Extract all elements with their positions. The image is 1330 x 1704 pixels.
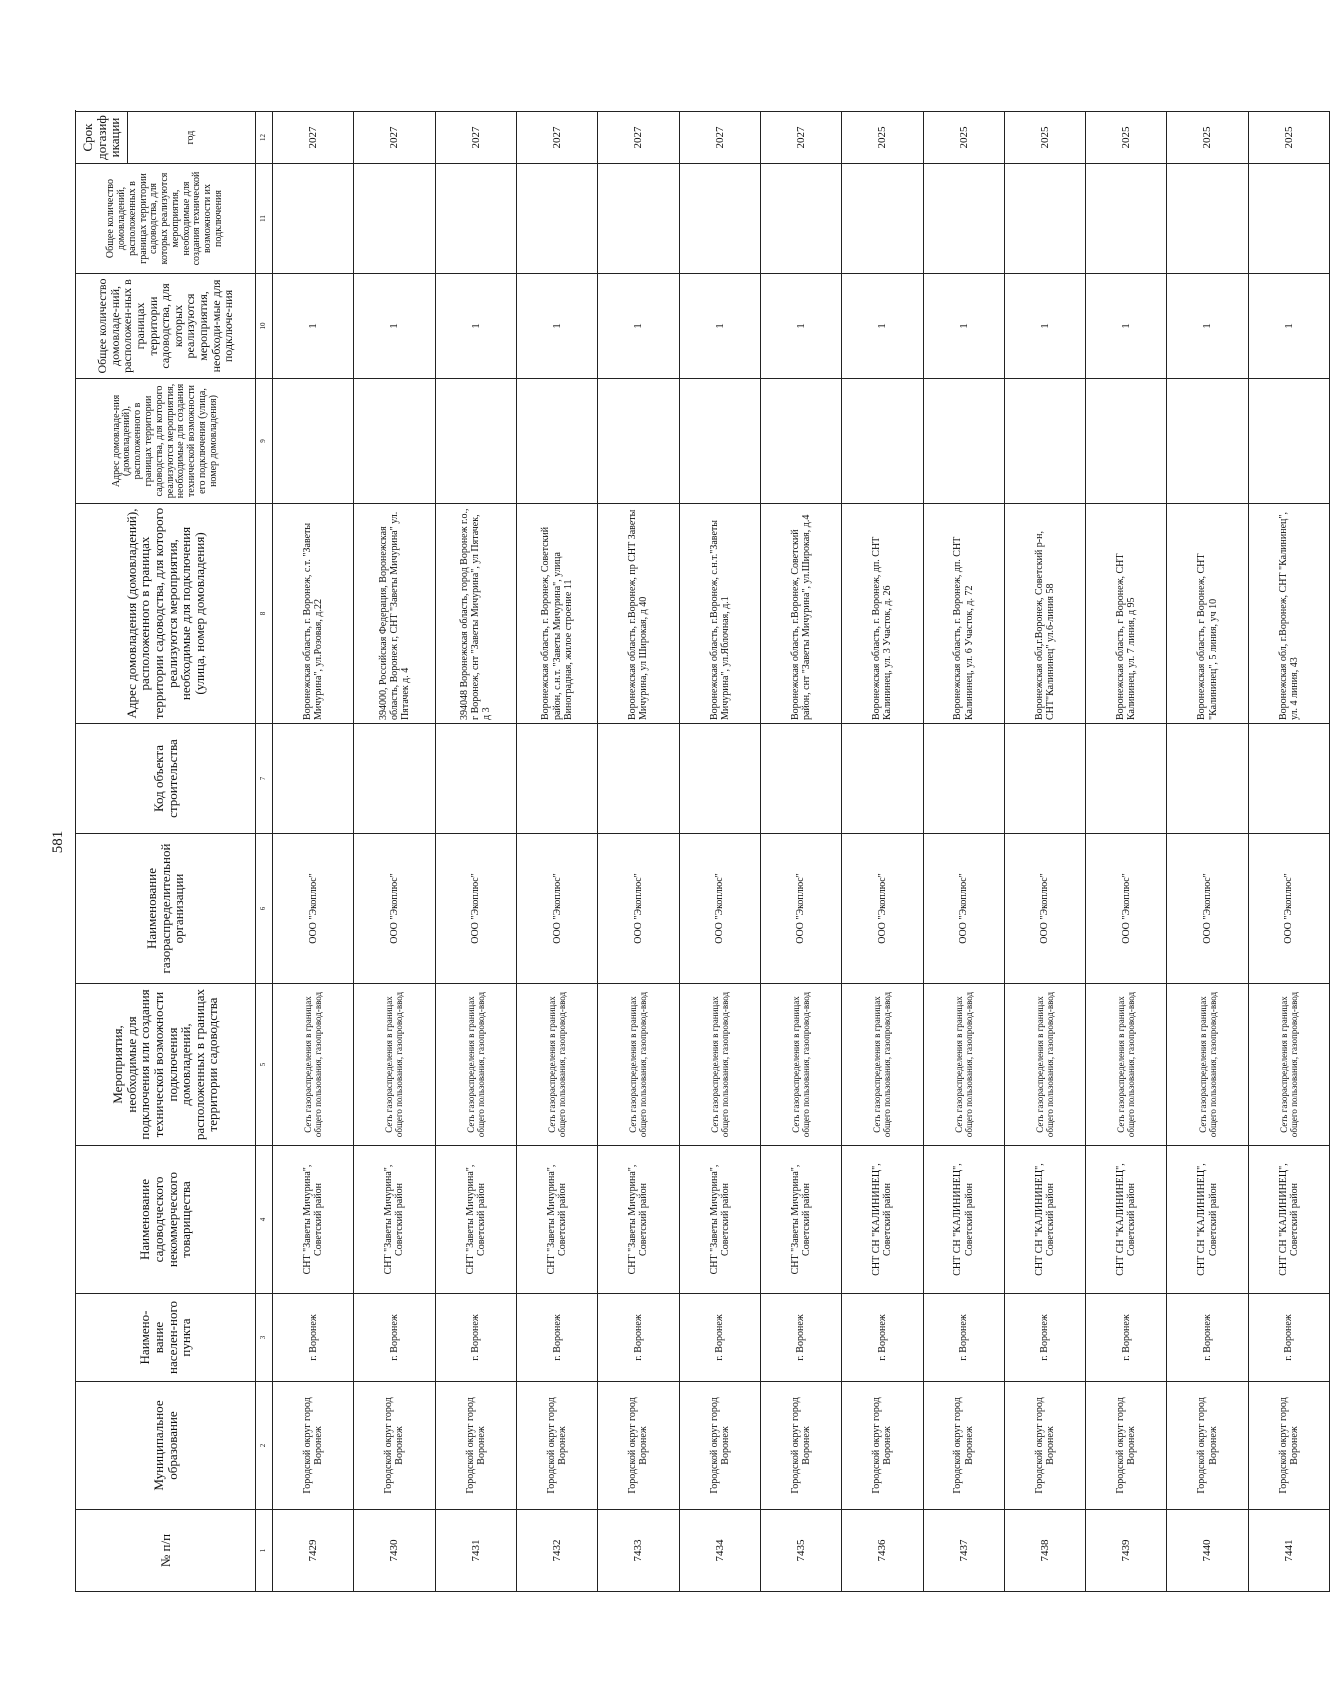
cell-year: 2025 [1248, 112, 1329, 164]
cell-measures: Сеть газораспределения в границах общего пользования, газопровод-ввод [679, 984, 760, 1146]
page-number: 581 [50, 830, 66, 854]
table-row [354, 112, 435, 1592]
cell-municipality: Городской округ город Воронеж [435, 1382, 516, 1510]
cell-address: Воронежская область, г Воронеж, СНТ Калининец, ул. 7 линия, д 95 [1086, 504, 1167, 724]
cell-object-code [598, 724, 679, 834]
cell-count-connection: 1 [760, 274, 841, 379]
cell-municipality: Городской округ город Воронеж [598, 1382, 679, 1510]
cell-object-code [435, 724, 516, 834]
column-number: 6 [256, 834, 273, 984]
cell-municipality: Городской округ город Воронеж [923, 1382, 1004, 1510]
cell-year: 2027 [679, 112, 760, 164]
cell-address-technical [273, 379, 354, 504]
cell-object-code [679, 724, 760, 834]
cell-snt: СНТ СН "КАЛИНИНЕЦ", Советский район [1167, 1146, 1248, 1294]
cell-address-technical [760, 379, 841, 504]
cell-address-technical [842, 379, 923, 504]
cell-count-technical [1004, 164, 1085, 274]
cell-year: 2027 [598, 112, 679, 164]
cell-gas-org: ООО "Экоплюс" [679, 834, 760, 984]
column-number: 5 [256, 984, 273, 1146]
cell-gas-org: ООО "Экоплюс" [1004, 834, 1085, 984]
cell-object-code [516, 724, 597, 834]
cell-count-technical [516, 164, 597, 274]
rotated-table-container [75, 112, 1315, 1592]
cell-count-technical [1248, 164, 1329, 274]
cell-snt: СНТ СН "КАЛИНИНЕЦ", Советский район [1086, 1146, 1167, 1294]
cell-address: Воронежская область, г.Воронеж, Советский район, снт "Заветы Мичурина", ул.Широкая, д.4 [760, 504, 841, 724]
cell-municipality: Городской округ город Воронеж [842, 1382, 923, 1510]
cell-settlement: г. Воронеж [923, 1294, 1004, 1382]
header-address-technical: Адрес домовладе-ния (домовладений), расположенного в границах территории садоводства, для которого реализуются мероприятия, необходимые для создания технической возможности его подключения (улица, номер домовладения) [76, 379, 256, 504]
cell-gas-org: ООО "Экоплюс" [273, 834, 354, 984]
cell-year: 2025 [1004, 112, 1085, 164]
cell-settlement: г. Воронеж [1167, 1294, 1248, 1382]
header-measures: Мероприятия, необходимые для подключения или создания технической возможности подключения домовладений, расположенных в границах территории садоводства [76, 984, 256, 1146]
gasification-table [75, 111, 1330, 1592]
cell-snt: СНТ СН "КАЛИНИНЕЦ", Советский район [1248, 1146, 1329, 1294]
cell-year: 2027 [760, 112, 841, 164]
cell-year: 2027 [435, 112, 516, 164]
column-number: 3 [256, 1294, 273, 1382]
cell-count-connection: 1 [923, 274, 1004, 379]
cell-settlement: г. Воронеж [273, 1294, 354, 1382]
column-number: 7 [256, 724, 273, 834]
cell-settlement: г. Воронеж [1248, 1294, 1329, 1382]
cell-object-code [273, 724, 354, 834]
column-number: 11 [256, 164, 273, 274]
cell-year: 2027 [516, 112, 597, 164]
cell-municipality: Городской округ город Воронеж [273, 1382, 354, 1510]
header-year: год [128, 112, 256, 164]
cell-object-code [1004, 724, 1085, 834]
cell-count-technical [435, 164, 516, 274]
table-row [516, 112, 597, 1592]
cell-address: Воронежская обл, г.Воронеж, СНТ "Калининец", ул. 4 линия, 43 [1248, 504, 1329, 724]
cell-address: Воронежская область, г.Воронеж, пр СНТ Заветы Мичурина, ул Широкая, д 40 [598, 504, 679, 724]
cell-count-connection: 1 [1004, 274, 1085, 379]
cell-count-technical [598, 164, 679, 274]
cell-address-technical [354, 379, 435, 504]
cell-count-connection: 1 [1248, 274, 1329, 379]
cell-measures: Сеть газораспределения в границах общего пользования, газопровод-ввод [354, 984, 435, 1146]
header-count-connection: Общее количество домовладе-ний, расположен-ных в границах территории садоводства, для которых реализуются мероприятия, необходи-мые для подключе-ния [76, 274, 256, 379]
cell-settlement: г. Воронеж [516, 1294, 597, 1382]
header-address-connection: Адрес домовладения (домовладений), расположенного в границах территории садоводства, для которого реализуются мероприятия, необходимые для подключения (улица, номер домовладения) [76, 504, 256, 724]
cell-measures: Сеть газораспределения в границах общего пользования, газопровод-ввод [1248, 984, 1329, 1146]
cell-gas-org: ООО "Экоплюс" [1248, 834, 1329, 984]
cell-count-connection: 1 [354, 274, 435, 379]
cell-num: 7431 [435, 1510, 516, 1592]
cell-count-connection: 1 [273, 274, 354, 379]
cell-settlement: г. Воронеж [354, 1294, 435, 1382]
cell-settlement: г. Воронеж [598, 1294, 679, 1382]
table-row [598, 112, 679, 1592]
cell-gas-org: ООО "Экоплюс" [516, 834, 597, 984]
cell-address: Воронежская область, г Воронеж, СНТ "Калининец", 5 линия, уч 10 [1167, 504, 1248, 724]
cell-count-technical [923, 164, 1004, 274]
cell-measures: Сеть газораспределения в границах общего пользования, газопровод-ввод [1004, 984, 1085, 1146]
cell-num: 7438 [1004, 1510, 1085, 1592]
cell-count-technical [273, 164, 354, 274]
cell-object-code [354, 724, 435, 834]
cell-measures: Сеть газораспределения в границах общего пользования, газопровод-ввод [760, 984, 841, 1146]
cell-count-connection: 1 [1086, 274, 1167, 379]
cell-snt: СНТ "Заветы Мичурина", Советский район [273, 1146, 354, 1294]
cell-num: 7433 [598, 1510, 679, 1592]
cell-municipality: Городской округ город Воронеж [760, 1382, 841, 1510]
cell-count-connection: 1 [679, 274, 760, 379]
cell-count-connection: 1 [1167, 274, 1248, 379]
table-row [1086, 112, 1167, 1592]
cell-measures: Сеть газораспределения в границах общего пользования, газопровод-ввод [842, 984, 923, 1146]
cell-object-code [1167, 724, 1248, 834]
cell-address-technical [516, 379, 597, 504]
cell-municipality: Городской округ город Воронеж [679, 1382, 760, 1510]
header-snt: Наименование садоводческого некоммерческого товарищества [76, 1146, 256, 1294]
cell-num: 7434 [679, 1510, 760, 1592]
cell-address: Воронежская область, г. Воронеж, с.т. "Заветы Мичурина", ул.Розовая, д.22 [273, 504, 354, 724]
cell-count-connection: 1 [435, 274, 516, 379]
header-deadline-group: Срок догазификации [76, 112, 128, 164]
cell-measures: Сеть газораспределения в границах общего пользования, газопровод-ввод [923, 984, 1004, 1146]
column-number: 8 [256, 504, 273, 724]
cell-snt: СНТ СН "КАЛИНИНЕЦ", Советский район [842, 1146, 923, 1294]
header-num: № п/п [76, 1510, 256, 1592]
cell-municipality: Городской округ город Воронеж [1004, 1382, 1085, 1510]
column-number: 4 [256, 1146, 273, 1294]
cell-gas-org: ООО "Экоплюс" [923, 834, 1004, 984]
column-number: 2 [256, 1382, 273, 1510]
cell-municipality: Городской округ город Воронеж [354, 1382, 435, 1510]
cell-snt: СНТ "Заветы Мичурина", Советский район [354, 1146, 435, 1294]
cell-settlement: г. Воронеж [842, 1294, 923, 1382]
cell-count-connection: 1 [516, 274, 597, 379]
cell-count-connection: 1 [842, 274, 923, 379]
cell-measures: Сеть газораспределения в границах общего пользования, газопровод-ввод [273, 984, 354, 1146]
cell-snt: СНТ "Заветы Мичурина", Советский район [679, 1146, 760, 1294]
cell-gas-org: ООО "Экоплюс" [435, 834, 516, 984]
cell-settlement: г. Воронеж [1086, 1294, 1167, 1382]
cell-object-code [760, 724, 841, 834]
cell-address-technical [1167, 379, 1248, 504]
cell-year: 2025 [923, 112, 1004, 164]
cell-address-technical [1086, 379, 1167, 504]
cell-address-technical [1248, 379, 1329, 504]
table-row [1248, 112, 1329, 1592]
table-row [435, 112, 516, 1592]
cell-settlement: г. Воронеж [1004, 1294, 1085, 1382]
cell-year: 2025 [1167, 112, 1248, 164]
header-gas-org: Наименование газораспределительной организации [76, 834, 256, 984]
header-municipality: Муниципальное образование [76, 1382, 256, 1510]
cell-num: 7430 [354, 1510, 435, 1592]
column-number: 10 [256, 274, 273, 379]
cell-address: Воронежская область, г.Воронеж, с.н.т."Заветы Мичурина", ул.Яблочная, д.1 [679, 504, 760, 724]
column-number: 1 [256, 1510, 273, 1592]
cell-address: Воронежская обл,г.Воронеж, Советский р-н, СНТ"Калининец" ул.6-линия 58 [1004, 504, 1085, 724]
cell-num: 7429 [273, 1510, 354, 1592]
cell-measures: Сеть газораспределения в границах общего пользования, газопровод-ввод [1167, 984, 1248, 1146]
cell-object-code [1248, 724, 1329, 834]
cell-num: 7441 [1248, 1510, 1329, 1592]
cell-gas-org: ООО "Экоплюс" [598, 834, 679, 984]
cell-snt: СНТ "Заветы Мичурина", Советский район [598, 1146, 679, 1294]
cell-gas-org: ООО "Экоплюс" [1167, 834, 1248, 984]
table-row [1167, 112, 1248, 1592]
cell-address-technical [598, 379, 679, 504]
cell-gas-org: ООО "Экоплюс" [760, 834, 841, 984]
cell-count-technical [760, 164, 841, 274]
cell-address: Воронежская область, г. Воронеж, дп. СНТ Калининец, ул. 6 Участок, д. 72 [923, 504, 1004, 724]
header-object-code: Код объекта строительства [76, 724, 256, 834]
cell-address-technical [923, 379, 1004, 504]
cell-count-technical [679, 164, 760, 274]
cell-num: 7440 [1167, 1510, 1248, 1592]
cell-object-code [923, 724, 1004, 834]
cell-snt: СНТ "Заветы Мичурина", Советский район [760, 1146, 841, 1294]
cell-address: Воронежская область, г. Воронеж, дп. СНТ Калининец, ул. 3 Участок, д. 26 [842, 504, 923, 724]
table-row [842, 112, 923, 1592]
column-number: 9 [256, 379, 273, 504]
cell-municipality: Городской округ город Воронеж [1248, 1382, 1329, 1510]
cell-address-technical [1004, 379, 1085, 504]
cell-municipality: Городской округ город Воронеж [1167, 1382, 1248, 1510]
cell-num: 7436 [842, 1510, 923, 1592]
column-number: 12 [256, 112, 273, 164]
cell-address: 394000, Российская Федерация, Воронежская область, Воронеж г, СНТ "Заветы Мичурина" ул. Пятачек д. 4 [354, 504, 435, 724]
cell-num: 7432 [516, 1510, 597, 1592]
cell-year: 2025 [1086, 112, 1167, 164]
cell-measures: Сеть газораспределения в границах общего пользования, газопровод-ввод [1086, 984, 1167, 1146]
cell-municipality: Городской округ город Воронеж [516, 1382, 597, 1510]
cell-snt: СНТ "Заветы Мичурина", Советский район [435, 1146, 516, 1294]
cell-num: 7439 [1086, 1510, 1167, 1592]
cell-measures: Сеть газораспределения в границах общего пользования, газопровод-ввод [435, 984, 516, 1146]
cell-count-technical [1086, 164, 1167, 274]
cell-address-technical [679, 379, 760, 504]
cell-settlement: г. Воронеж [760, 1294, 841, 1382]
cell-address-technical [435, 379, 516, 504]
table-row [923, 112, 1004, 1592]
cell-settlement: г. Воронеж [679, 1294, 760, 1382]
cell-num: 7437 [923, 1510, 1004, 1592]
table-row [273, 112, 354, 1592]
cell-snt: СНТ СН "КАЛИНИНЕЦ", Советский район [923, 1146, 1004, 1294]
cell-measures: Сеть газораспределения в границах общего пользования, газопровод-ввод [598, 984, 679, 1146]
table-row [679, 112, 760, 1592]
cell-count-connection: 1 [598, 274, 679, 379]
cell-object-code [1086, 724, 1167, 834]
cell-municipality: Городской округ город Воронеж [1086, 1382, 1167, 1510]
header-count-technical: Общее количество домовладений, расположенных в границах территории садоводства, для которых реализуются мероприятия, необходимые для создания технической возможности их подключения [76, 164, 256, 274]
cell-count-technical [842, 164, 923, 274]
cell-address: Воронежская область, г. Воронеж, Советский район, с.н.т. "Заветы Мичурина", улица Виноградная, жилое строение 11 [516, 504, 597, 724]
header-settlement: Наимено-вание населен-ного пункта [76, 1294, 256, 1382]
cell-gas-org: ООО "Экоплюс" [354, 834, 435, 984]
cell-snt: СНТ "Заветы Мичурина", Советский район [516, 1146, 597, 1294]
cell-settlement: г. Воронеж [435, 1294, 516, 1382]
cell-year: 2027 [354, 112, 435, 164]
cell-gas-org: ООО "Экоплюс" [842, 834, 923, 984]
cell-address: 394048 Воронежская область, город Воронеж г.о., г Воронеж, снт "Заветы Мичурина", ул Пятачек, д 3 [435, 504, 516, 724]
cell-snt: СНТ СН "КАЛИНИНЕЦ", Советский район [1004, 1146, 1085, 1294]
table-row [760, 112, 841, 1592]
cell-year: 2025 [842, 112, 923, 164]
table-row [1004, 112, 1085, 1592]
cell-year: 2027 [273, 112, 354, 164]
cell-gas-org: ООО "Экоплюс" [1086, 834, 1167, 984]
cell-count-technical [354, 164, 435, 274]
cell-num: 7435 [760, 1510, 841, 1592]
cell-count-technical [1167, 164, 1248, 274]
cell-measures: Сеть газораспределения в границах общего пользования, газопровод-ввод [516, 984, 597, 1146]
cell-object-code [842, 724, 923, 834]
